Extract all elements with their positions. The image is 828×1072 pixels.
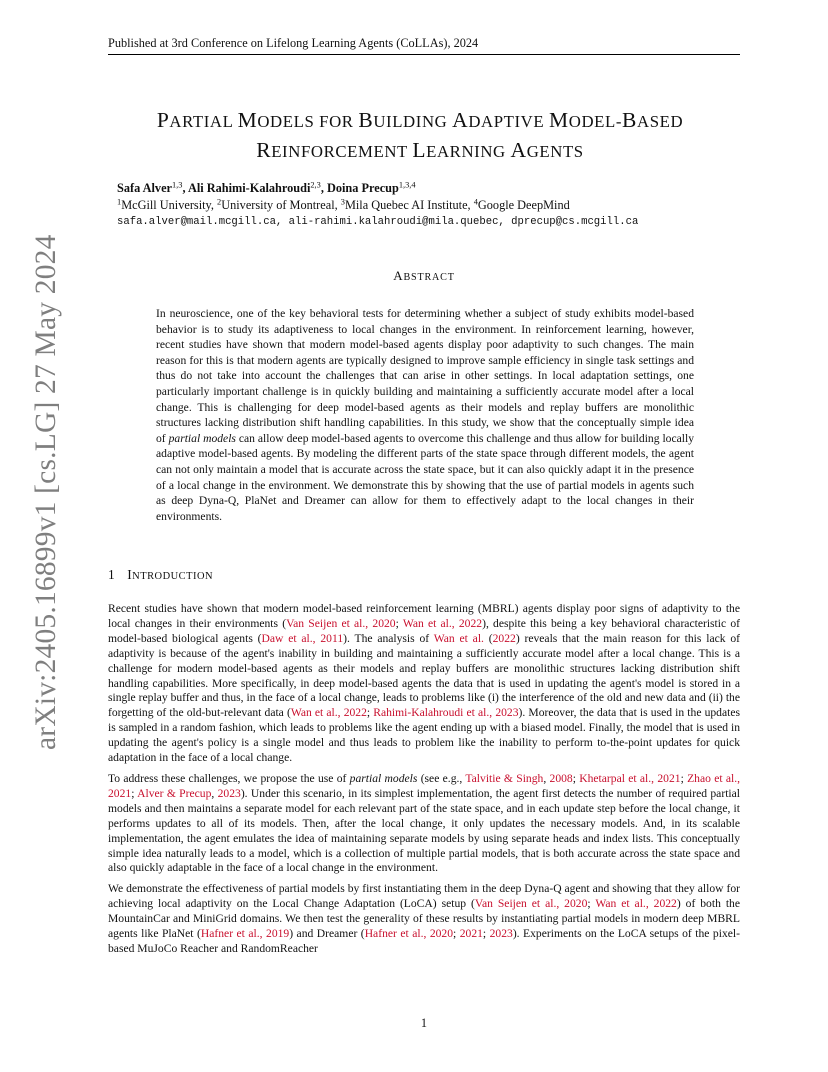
title-cap-letter: M — [237, 108, 258, 132]
citation-link[interactable]: Hafner et al., 2020 — [364, 927, 454, 941]
introduction-body — [108, 602, 740, 963]
title-small-caps: ODEL- — [568, 112, 623, 131]
paper-title — [100, 106, 740, 166]
title-small-caps: DAPTIVE — [468, 112, 550, 131]
affiliation-name: Google DeepMind — [477, 198, 570, 212]
text-run: ( — [483, 631, 493, 645]
title-small-caps: ASED — [636, 112, 684, 131]
text-run: ; — [131, 786, 138, 800]
text-run: In neuroscience, one of the key behavioral tests for determining whether a subject of study exhibits model-based behavior is to study its adaptiveness to local changes in the environment. In reinforcement learning, however, recent studies have shown that modern model-based agents display poor adaptivity to such changes. The main reason for this is that modern agents are typically designed to improve sample efficiency in single task settings and thus do not take into account the challenges that can arise in other settings. In local adaptation settings, one particularly important challenge is in quickly building and maintaining a sufficiently accurate model after a local change. This is challenging for deep model-based agents as their models and replay buffers are monolithic structures lacking distribution shift handling capabilities. In this study, we show that the conceptually simple idea of — [156, 307, 694, 445]
author-emails: safa.alver@mail.mcgill.ca, ali-rahimi.kalahroudi@mila.quebec, dprecup@cs.mcgill.ca — [117, 216, 639, 228]
title-small-caps: ODELS FOR — [257, 112, 359, 131]
citation-link[interactable]: Alver & Precup — [137, 786, 212, 800]
text-run: ) of both the MountainCar and MiniGrid domains. We then test the generality of these results by instantiating partial models in modern deep MBRL agents like PlaNet ( — [108, 897, 740, 941]
author-name: Safa Alver — [117, 181, 172, 195]
citation-link[interactable]: Wan et al., 2022 — [290, 706, 367, 720]
author-list — [117, 181, 416, 196]
citation-link[interactable]: Wan et al. — [433, 631, 484, 645]
affiliation-name: University of Montreal, — [221, 198, 341, 212]
affiliation-mark: 1 — [117, 197, 122, 207]
running-header: Published at 3rd Conference on Lifelong Learning Agents (CoLLAs), 2024 — [108, 36, 740, 55]
text-run: , — [543, 771, 550, 785]
title-small-caps: GENTS — [526, 142, 584, 161]
text-run: ; — [572, 771, 580, 785]
citation-link[interactable]: 2022 — [492, 631, 516, 645]
text-run: Recent studies have shown that modern model-based reinforcement learning (MBRL) agents display poor signs of adaptivity to the local changes in their environments ( — [108, 602, 740, 630]
text-run: ). Moreover, the data that is used in the updates is sampled in a random fashion, which leads to problems like the agent ending up with a biased model. Finally, the model that is used in updating the agent's policy is a single model and thus leads to problem like the inability to perform to-the-point updates for quick adaptation in the face of a local change. — [108, 706, 741, 765]
text-run: ; — [587, 897, 596, 911]
title-cap-letter: B — [622, 108, 637, 132]
title-cap-letter: L — [412, 138, 427, 162]
citation-link[interactable]: Wan et al., 2022 — [595, 897, 677, 911]
text-run: ; — [395, 616, 403, 630]
affiliation-name: Mila Quebec AI Institute, — [344, 198, 474, 212]
title-line-2 — [100, 136, 740, 166]
affiliation-mark: 2 — [217, 197, 222, 207]
citation-link[interactable]: 2023 — [217, 786, 241, 800]
title-cap-letter: R — [256, 138, 272, 162]
text-run: ), despite this being a key behavioral characteristic of model-based biological agents ( — [108, 616, 740, 645]
arxiv-stamp: arXiv:2405.16899v1 [cs.LG] 27 May 2024 — [30, 234, 62, 750]
title-cap-letter: A — [452, 108, 469, 132]
affiliations — [117, 198, 570, 213]
text-run: To address these challenges, we propose the use of — [108, 771, 350, 785]
body-paragraph — [108, 772, 740, 876]
text-run: ). Under this scenario, in its simplest implementation, the agent first detects the number of required partial models and then maintains a separate model for each relevant part of the state space, and in each update step before the local change, it performs updates to all of its models. Then, after the local change, it only updates the necessary models. And, in its scalable implementation, the agent emulates the idea of maintaining separate models by using separate heads and index lists. This conceptually simple idea naturally leads to a model, which is a collection of multiple partial models, that is both accurate across the state space and also quickly adaptable in the face of a local change in the environment. — [108, 786, 741, 875]
citation-link[interactable]: Khetarpal et al., 2021 — [579, 771, 681, 785]
title-small-caps: EINFORCEMENT — [271, 142, 413, 161]
body-paragraph — [108, 602, 740, 766]
citation-link[interactable]: Wan et al., 2022 — [402, 616, 483, 630]
author-affil-mark: 1,3,4 — [398, 180, 416, 190]
body-paragraph — [108, 882, 740, 957]
abstract-heading — [0, 268, 828, 284]
citation-link[interactable]: Van Seijen et al., 2020 — [474, 897, 588, 911]
title-small-caps: ARTIAL — [169, 112, 238, 131]
text-run: We demonstrate the effectiveness of partial models by first instantiating them in the deep Dyna-Q agent and showing that they allow for achieving local adaptivity on the Local Change Adaptation (LoCA) setup ( — [108, 882, 740, 911]
abstract-heading-cap: A — [393, 268, 404, 283]
text-run: ; — [680, 771, 688, 785]
citation-link[interactable]: Van Seijen et al., 2020 — [286, 616, 396, 630]
title-line-1 — [100, 106, 740, 136]
section-title-cap: I — [127, 567, 133, 582]
text-run: ; — [453, 927, 460, 941]
affiliation-name: McGill University, — [121, 198, 218, 212]
abstract-heading-rest: BSTRACT — [403, 272, 455, 283]
abstract-text — [156, 306, 694, 524]
citation-link[interactable]: Hafner et al., 2019 — [200, 927, 290, 941]
citation-link[interactable]: Talvitie & Singh — [465, 771, 544, 785]
citation-link[interactable]: 2023 — [489, 927, 513, 941]
citation-link[interactable]: Daw et al., 2011 — [261, 631, 344, 645]
author-affil-mark: 1,3 — [172, 180, 183, 190]
emphasis: partial models — [349, 771, 418, 785]
author-name: Ali Rahimi-Kalahroudi — [187, 181, 311, 195]
affiliation-mark: 3 — [340, 197, 345, 207]
text-run: ) reveals that the main reason for this lack of adaptivity is because of the agent's inability in building and maintaining a sufficiently accurate model after a local change. This is a challenge for modern model-based agents as their models and replay buffers are monolithic structures lacking distribution shift handling capabilities. More specifically, in deep model-based agents the data that is used in updating the agent's model is stored in a single replay buffer and thus, in the face of a local change, leads to problems like (i) the interference of the old and new data and (ii) the forgetting of the old-but-relevant data ( — [108, 631, 741, 720]
title-cap-letter: P — [156, 108, 170, 132]
title-cap-letter: A — [510, 138, 527, 162]
section-title-rest: NTRODUCTION — [132, 571, 214, 582]
text-run: ) and Dreamer ( — [289, 927, 365, 941]
author-separator: , — [182, 181, 188, 195]
title-cap-letter: B — [358, 108, 374, 132]
text-run: ). The analysis of — [343, 631, 434, 645]
citation-link[interactable]: Rahimi-Kalahroudi et al., 2023 — [373, 706, 519, 720]
citation-link[interactable]: Zhao et al., 2021 — [108, 771, 741, 800]
text-run: ). Experiments on the LoCA setups of the pixel-based MuJoCo Reacher and RandomReacher — [108, 927, 740, 955]
text-run: (see e.g., — [417, 771, 466, 785]
author-affil-mark: 2,3 — [310, 180, 321, 190]
section-number: 1 — [108, 567, 116, 582]
author-separator: , — [320, 181, 327, 195]
text-run: ; — [366, 706, 374, 720]
affiliation-mark: 4 — [473, 197, 478, 207]
author-name: Doina Precup — [326, 181, 399, 195]
title-small-caps: EARNING — [426, 142, 511, 161]
section-heading-introduction — [108, 567, 213, 583]
title-cap-letter: M — [549, 108, 569, 132]
title-small-caps: UILDING — [373, 112, 453, 131]
text-run: ; — [482, 927, 490, 941]
emphasis: partial models — [168, 431, 236, 445]
text-run: , — [211, 786, 218, 800]
citation-link[interactable]: 2021 — [459, 927, 483, 941]
citation-link[interactable]: 2008 — [549, 771, 573, 785]
text-run: can allow deep model-based agents to overcome this challenge and thus allow for building locally adaptive model-based agents. By modeling the different parts of the state space through different models, the agent can not only maintain a model that is accurate across the state space, but it can also quickly adapt it in the presence of a local change in the environment. We demonstrate this by showing that the use of partial models in agents such as deep Dyna-Q, PlaNet and Dreamer can allow for them to effectively adapt to the local changes in their environments. — [156, 431, 694, 523]
page-number: 1 — [420, 1016, 428, 1030]
